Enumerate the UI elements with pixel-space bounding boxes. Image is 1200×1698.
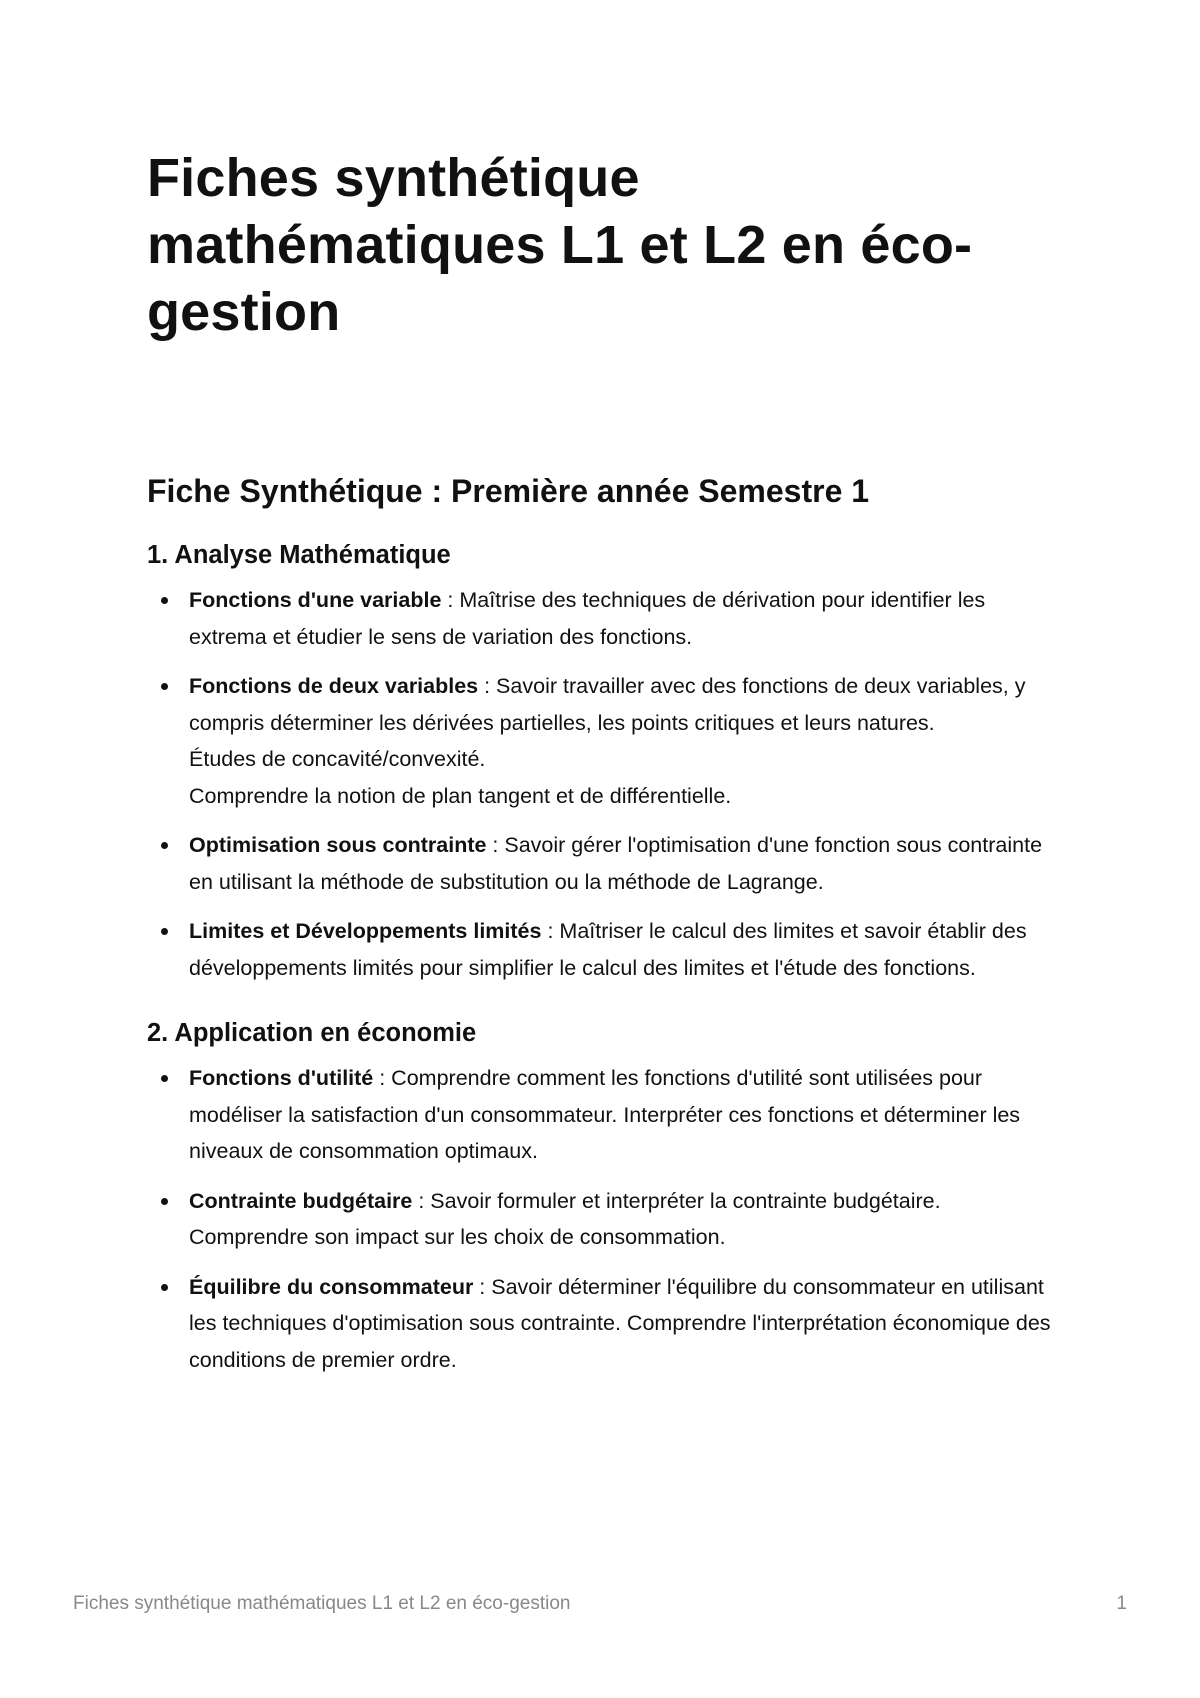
item-text: : Savoir formuler et interpréter la contrainte budgétaire. Comprendre son impact sur les choix de consommation.	[189, 1188, 941, 1249]
title-line: Fiches synthétique	[147, 148, 640, 208]
list-item	[147, 1060, 1057, 1170]
list-item	[147, 913, 1057, 986]
title-line: gestion	[147, 282, 341, 342]
item-term: Fonctions de deux variables	[189, 674, 479, 698]
document-subtitle: Fiche Synthétique : Première année Semestre 1	[147, 473, 870, 509]
item-term: Optimisation sous contrainte	[189, 833, 487, 857]
title-line: mathématiques L1 et L2 en éco-	[147, 215, 973, 275]
list-item	[147, 582, 1057, 655]
bullet-icon	[161, 1075, 168, 1082]
item-term: Fonctions d'utilité	[189, 1066, 374, 1090]
section-heading: 2. Application en économie	[147, 1019, 477, 1047]
bullet-icon	[161, 597, 168, 604]
item-text: : Maîtrise des techniques de dérivation pour identifier les extrema et étudier le sens de variation des fonctions.	[189, 588, 986, 649]
item-text: : Comprendre comment les fonctions d'utilité sont utilisées pour modéliser la satisfaction d'un consommateur. Interpréter ces fonctions et déterminer les niveaux de consommation optimaux.	[189, 1066, 1021, 1163]
item-term: Fonctions d'une variable	[189, 588, 442, 612]
bullet-icon	[161, 1284, 168, 1291]
item-extra-line: Études de concavité/convexité.	[189, 747, 486, 771]
list-item	[147, 668, 1057, 814]
page-number: 1	[1116, 1593, 1127, 1614]
item-term: Limites et Développements limités	[189, 919, 542, 943]
page-footer	[73, 1593, 1127, 1621]
bullet-icon	[161, 842, 168, 849]
bullet-icon	[161, 1198, 168, 1205]
list-item	[147, 827, 1057, 900]
bullet-icon	[161, 683, 168, 690]
bullet-list	[147, 582, 1057, 986]
section-heading: 1. Analyse Mathématique	[147, 541, 451, 569]
document-page	[147, 145, 1057, 1391]
item-text: : Maîtriser le calcul des limites et savoir établir des développements limités pour simplifier le calcul des limites et l'étude des fonctions.	[189, 919, 1027, 980]
item-text: : Savoir travailler avec des fonctions de deux variables, y compris déterminer les dérivées partielles, les points critiques et leurs natures.	[189, 674, 1026, 735]
list-item	[147, 1269, 1057, 1379]
bullet-icon	[161, 928, 168, 935]
item-term: Contrainte budgétaire	[189, 1188, 413, 1213]
item-text: : Savoir déterminer l'équilibre du consommateur en utilisant les techniques d'optimisation sous contrainte. Comprendre l'interprétation économique des conditions de premier ordre.	[189, 1274, 1051, 1372]
item-text: : Savoir gérer l'optimisation d'une fonction sous contrainte en utilisant la méthode de substitution ou la méthode de Lagrange.	[189, 833, 1043, 894]
document-title	[147, 145, 1057, 346]
list-item	[147, 1183, 1057, 1256]
footer-text: Fiches synthétique mathématiques L1 et L2 en éco-gestion	[73, 1593, 571, 1614]
bullet-list	[147, 1060, 1057, 1378]
item-extra-line: Comprendre la notion de plan tangent et de différentielle.	[189, 783, 732, 808]
item-term: Équilibre du consommateur	[189, 1274, 474, 1299]
